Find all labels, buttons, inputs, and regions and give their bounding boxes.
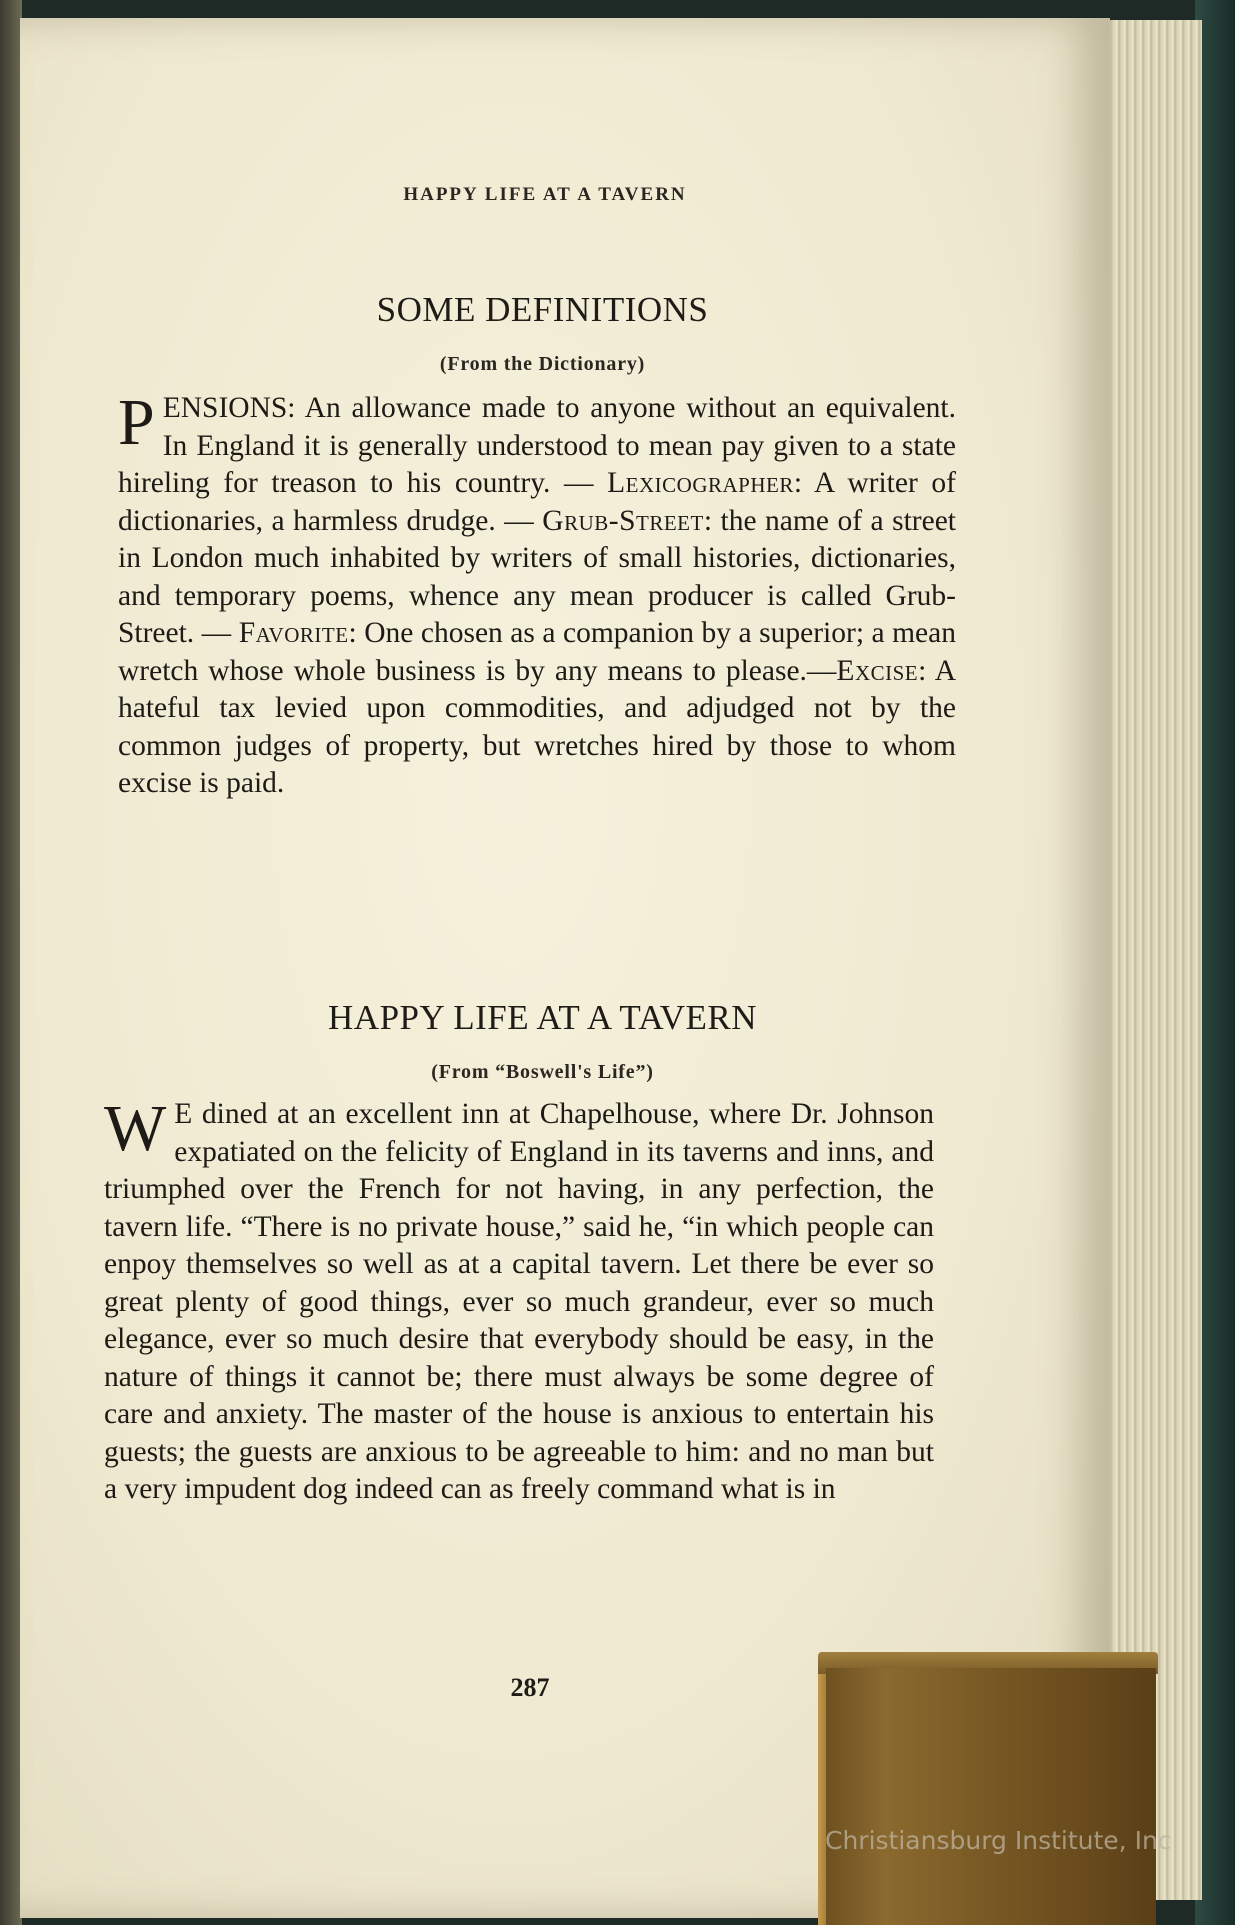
watermark: Christiansburg Institute, Inc	[825, 1826, 1172, 1855]
term-lexicographer: Lexicographer	[607, 467, 794, 499]
term-grub-street: Grub-Street	[542, 504, 704, 537]
section-subtitle-definitions: (From the Dictionary)	[439, 353, 646, 375]
section-title-definitions: SOME DEFINITIONS	[376, 290, 709, 329]
section-title-tavern: HAPPY LIFE AT A TAVERN	[328, 998, 757, 1037]
section-subtitle-tavern: (From “Boswell's Life”)	[431, 1061, 654, 1083]
brass-weight	[826, 1668, 1156, 1925]
dropcap-w: W	[104, 1092, 167, 1165]
definitions-paragraph: PENSIONS: An allowance made to anyone without an equivalent. In England it is generally understood to mean pay given to a state hireling for treason to his country. — Lexicographer: A writer of dictionaries, a harmless drudge. — Grub-Street: the name of a street in London much inhabited by writers of small histories, dictionaries, and temporary poems, whence any mean producer is called Grub-Street. — Favorite: One chosen as a companion by a superior; a mean wretch whose whole business is by any means to please.—Excise: A hateful tax levied upon commodities, and adjudged not by the common judges of property, but wretches hired by those to whom excise is paid.	[118, 386, 957, 799]
term-favorite: Favorite	[238, 617, 349, 649]
book-page	[20, 18, 1110, 1918]
background-left-edge	[0, 0, 22, 1925]
page-number: 287	[510, 1673, 550, 1702]
term-excise: Excise	[836, 654, 919, 687]
tavern-paragraph: W E dined at an excellent inn at Chapelhouse, where Dr. Johnson expatiated on the felicity of England in its taverns and inns, and triumphed over the French for not having, in any perfection, the tavern life. “There is no private house,” said he, “in which people can enpoy themselves so well as at a capital tavern. Let there be ever so great plenty of good things, ever so much grandeur, ever so much elegance, ever so much desire that everybody should be easy, in the nature of things it cannot be; there must always be some degree of care and anxiety. The master of the house is anxious to entertain his guests; the guests are anxious to be agreeable to him: and no man but a very impudent dog indeed can as freely command what is in	[104, 1092, 934, 1505]
running-head: HAPPY LIFE AT A TAVERN	[403, 184, 687, 205]
dropcap-p: P	[118, 386, 155, 459]
